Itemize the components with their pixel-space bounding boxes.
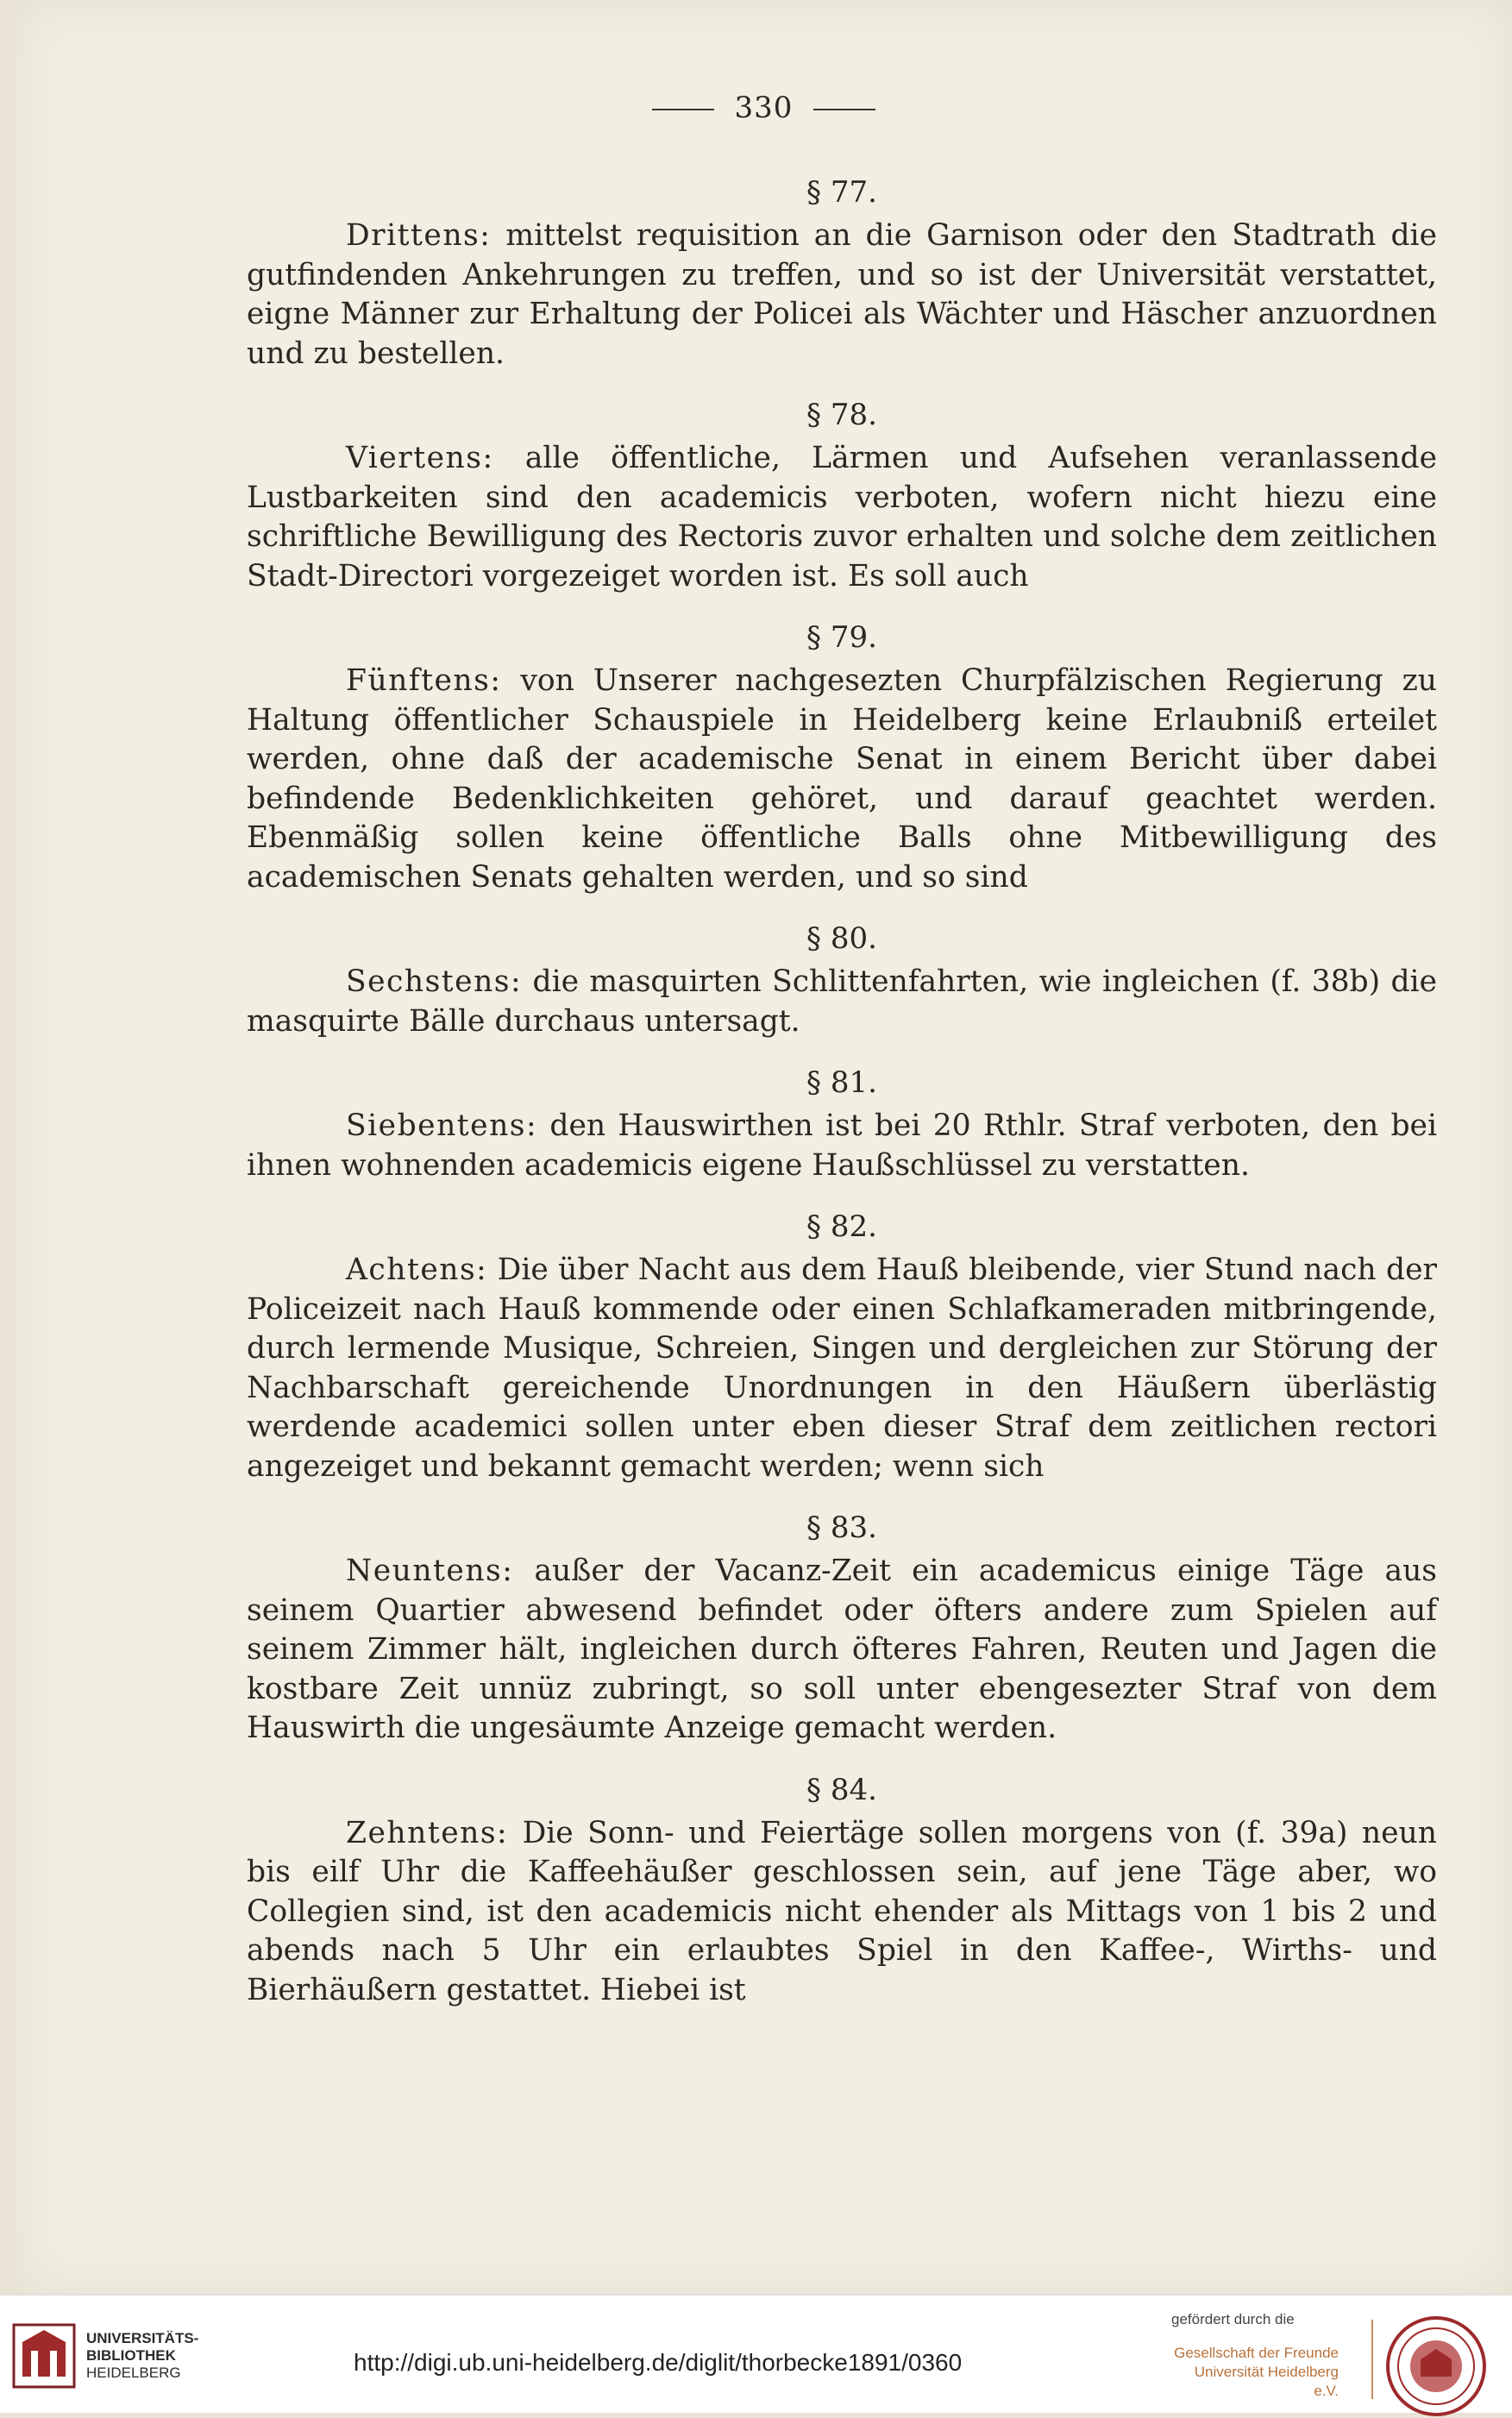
section-title: § 77. [806,175,877,210]
paragraph-text: den Hauswirthen ist bei 20 Rthlr. Straf verboten, den bei ihnen wohnenden academicis eigene Haußschlüssel zu verstatten. [247,1109,1437,1183]
section-title: § 79. [806,620,877,655]
paragraph-text: mittelst requisition an die Garnison oder den Stadtrath die gutfindenden Ankehrungen zu treffen, und so ist der Universität verstattet, eigne Männer zur Erhaltung der Policei als Wächter und Häscher anzuordnen und zu bestellen. [247,218,1437,371]
section-title: § 84. [806,1772,877,1807]
section-84 [247,1766,1437,2011]
permalink-url[interactable]: http://digi.ub.uni-heidelberg.de/diglit/thorbecke1891/0360 [354,2349,963,2376]
paragraph-text: von Unserer nachgesezten Churpfälzischen Regierung zu Haltung öffentlicher Schauspiele in Heidelberg keine Erlaubniß erteilet werden, ohne daß der academische Senat in einem Bericht über dabei befindende Bedenklichkeiten gehöret, und darauf geachtet werden. Ebenmäßig sollen keine öffentliche Balls ohne Mitbewilligung des academischen Senats gehalten werden, und so sind [247,663,1437,895]
paragraph-lead: Drittens: [346,218,492,253]
paragraph-text: Die über Nacht aus dem Hauß bleibende, vier Stund nach der Policeizeit nach Hauß kommende oder einen Schlafkameraden mitbringende, durch lermende Musique, Schreien, Singen und dergleichen zur Störung der Nachbarschaft gereichende Unordnungen in den Häußern überlästig werdende academici sollen unter eben dieser Straf dem zeitlichen rectori angezeiget und bekannt gemacht werden; wenn sich [247,1253,1437,1484]
section-paragraph [247,1552,1437,1749]
section-79 [247,613,1437,897]
paragraph-lead: Fünftens: [346,663,502,698]
header-rule-right [813,109,875,110]
page-header [16,91,1512,125]
page-number: 330 [734,91,794,125]
section-81 [247,1058,1437,1185]
section-paragraph [247,1107,1437,1185]
section-paragraph [247,963,1437,1041]
sponsor-divider [1371,2320,1373,2399]
paragraph-lead: Zehntens: [346,1815,509,1850]
sponsor-name [1166,2344,1339,2401]
section-paragraph [247,217,1437,374]
section-title: § 80. [806,921,877,956]
paragraph-lead: Viertens: [346,441,494,475]
section-83 [247,1504,1437,1749]
section-77 [247,168,1437,374]
digitization-footer [0,2295,1512,2413]
library-name [86,2330,198,2382]
section-title: § 78. [806,398,877,432]
section-paragraph [247,662,1437,897]
ub-heidelberg-logo-icon [12,2321,76,2390]
paragraph-lead: Sechstens: [346,964,523,999]
paragraph-text: Die Sonn- und Feiertäge sollen morgens von (f. 39a) neun bis eilf Uhr die Kaffeehäußer geschlossen sein, auf jene Täge aber, wo Collegien sind, ist den academicis nicht ehender als Mittags von 1 bis 2 und abends nach 5 Uhr ein erlaubtes Spiel in den Kaffee-, Wirths- und Bierhäußern gestattet. Hiebei ist [247,1815,1437,2007]
section-80 [247,914,1437,1041]
library-name-line1: UNIVERSITÄTS- [86,2330,199,2346]
scanned-page [16,0,1512,2295]
section-title: § 81. [806,1065,877,1100]
section-82 [247,1203,1437,1486]
paragraph-text: außer der Vacanz-Zeit ein academicus einige Täge aus seinem Quartier abwesend befindet oder öfters andere zum Spielen auf seinem Zimmer hält, ingleichen durch öfteres Fahren, Reuten und Jagen die kostbare Zeit unnüz zubringt, so soll unter ebengesezter Straf von dem Hauswirth die ungesäumte Anzeige gemacht werden. [247,1554,1437,1745]
sponsor-name-line2: Universität Heidelberg e.V. [1194,2364,1339,2399]
university-seal-icon [1384,2314,1488,2418]
paragraph-text: alle öffentliche, Lärmen und Aufsehen veranlassende Lustbarkeiten sind den academicis verboten, wofern nicht hiezu eine schriftliche Bewilligung des Rectoris zuvor erhalten und solche dem zeitlichen Stadt-Directori vorgezeiget worden ist. Es soll auch [247,441,1437,594]
page-body [247,168,1437,2027]
library-name-line2: BIBLIOTHEK [86,2347,176,2364]
library-name-line3: HEIDELBERG [86,2365,181,2381]
paragraph-text: die masquirten Schlittenfahrten, wie ingleichen (f. 38b) die masquirte Bälle durchaus untersagt. [247,964,1437,1039]
section-paragraph [247,1814,1437,2011]
header-rule-left [652,109,714,110]
paragraph-lead: Siebentens: [346,1109,538,1143]
sponsor-name-line1: Gesellschaft der Freunde [1174,2345,1339,2361]
paragraph-lead: Neuntens: [346,1554,514,1588]
section-paragraph [247,1251,1437,1486]
section-title: § 82. [806,1209,877,1244]
section-title: § 83. [806,1510,877,1545]
sponsor-intro: gefördert durch die [1171,2311,1295,2327]
paragraph-lead: Achtens: [346,1253,488,1287]
section-paragraph [247,439,1437,596]
section-78 [247,391,1437,596]
